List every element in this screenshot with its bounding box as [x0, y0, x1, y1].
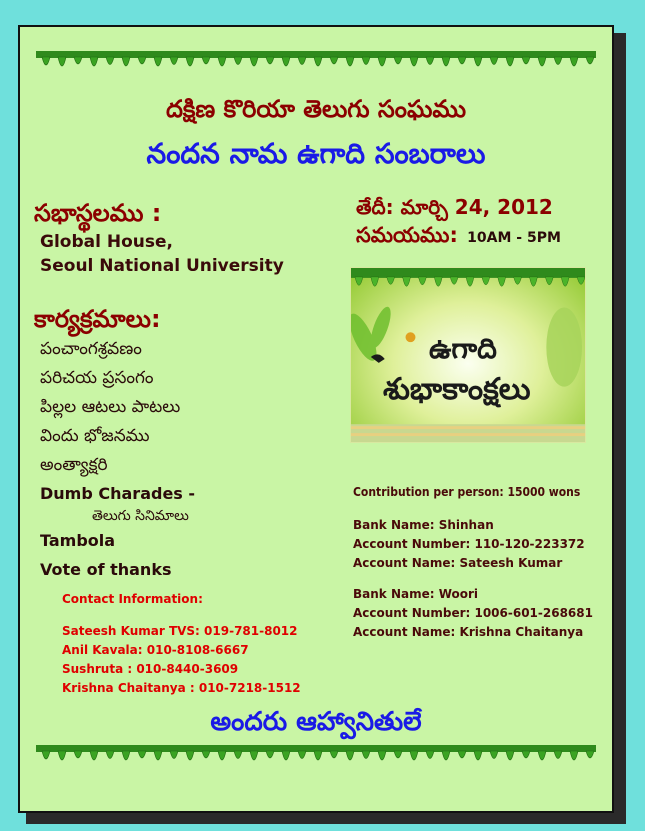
- program-heading: కార్యక్రమాలు:: [34, 305, 161, 333]
- contact-list: [62, 622, 301, 698]
- date-row: [356, 195, 553, 224]
- event-title: నందన నామ ఉగాది సంబరాలు: [146, 137, 486, 170]
- date-label: తేదీ:: [356, 195, 401, 219]
- program-item: Tambola: [40, 531, 116, 550]
- account-number: Account Number: 1006-601-268681: [353, 606, 593, 620]
- program-item: అంత్యాక్షరి: [40, 455, 108, 475]
- program-item-sub: తెలుగు సినిమాలు: [92, 508, 189, 524]
- bank-name: Bank Name: Shinhan: [353, 518, 494, 532]
- program-item: పరిచయ ప్రసంగం: [40, 368, 154, 388]
- lamp-icon: [406, 332, 416, 342]
- closing-invitation: అందరు ఆహ్వానితులే: [210, 707, 422, 737]
- venue-line-2: Seoul National University: [40, 256, 284, 276]
- association-title: దక్షిణ కొరియా తెలుగు సంఘము: [165, 95, 467, 123]
- time-value: 10AM - 5PM: [467, 230, 561, 246]
- venue-heading: సభాస్థలము :: [34, 199, 162, 227]
- account-name: Account Name: Krishna Chaitanya: [353, 625, 584, 639]
- contact-line: Krishna Chaitanya : 010-7218-1512: [62, 681, 301, 695]
- banner-line-1: ఉగాది: [429, 332, 497, 365]
- account-number: Account Number: 110-120-223372: [353, 537, 585, 551]
- date-value: మార్చి 24, 2012: [400, 195, 553, 219]
- program-item: Dumb Charades -: [40, 484, 196, 503]
- mango-leaf-garland-bottom: [36, 745, 596, 771]
- program-item: విందు భోజనము: [40, 426, 150, 446]
- venue-line-1: Global House,: [40, 232, 173, 252]
- mango-leaf-garland-top: [36, 51, 596, 77]
- contact-line: Anil Kavala: 010-8108-6667: [62, 643, 249, 657]
- program-item: Vote of thanks: [40, 560, 172, 579]
- contact-line: Sushruta : 010-8440-3609: [62, 662, 239, 676]
- time-row: [356, 223, 561, 253]
- program-item: పిల్లల ఆటలు పాటలు: [40, 397, 181, 417]
- account-name: Account Name: Sateesh Kumar: [353, 556, 563, 570]
- ugadi-greeting-banner: [350, 267, 586, 443]
- program-item: పంచాంగశ్రవణం: [40, 339, 142, 359]
- bank-details-2: [353, 585, 593, 642]
- contact-heading: Contact Information:: [62, 592, 203, 606]
- bank-details-1: [353, 516, 585, 573]
- contact-line: Sateesh Kumar TVS: 019-781-8012: [62, 624, 298, 638]
- contribution-text: Contribution per person: 15000 wons: [353, 485, 581, 499]
- invitation-card: [18, 25, 614, 813]
- program-list: [40, 339, 195, 589]
- bank-name: Bank Name: Woori: [353, 587, 479, 601]
- banner-line-2: శుభాకాంక్షలు: [383, 372, 531, 407]
- time-label: సమయము:: [356, 223, 466, 247]
